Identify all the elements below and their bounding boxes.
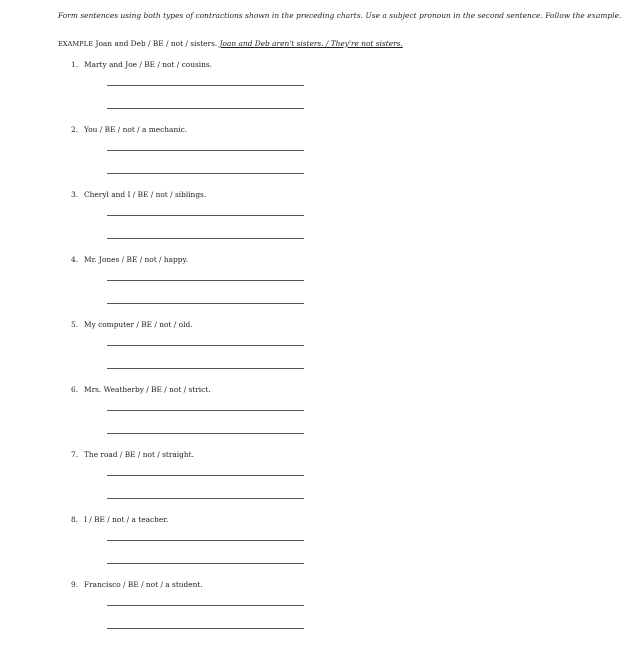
exercise-number: 1.: [71, 60, 79, 69]
exercise-item: [71, 385, 371, 445]
exercise-number: 5.: [71, 320, 79, 329]
exercise-number: 4.: [71, 255, 79, 264]
answer-line[interactable]: [107, 368, 304, 369]
answer-line[interactable]: [107, 628, 304, 629]
exercise-item: [71, 255, 371, 315]
exercise-number: 7.: [71, 450, 79, 459]
exercise-prompt: [71, 125, 187, 134]
answer-line[interactable]: [107, 85, 304, 86]
answer-line[interactable]: [107, 540, 304, 541]
answer-line[interactable]: [107, 345, 304, 346]
answer-line[interactable]: [107, 605, 304, 606]
exercise-item: [71, 580, 371, 640]
exercise-prompt: [71, 255, 188, 264]
exercise-text: Cheryl and I / BE / not / siblings.: [84, 190, 207, 199]
example-prompt: Joan and Deb / BE / not / sisters.: [95, 39, 218, 48]
exercise-item: [71, 450, 371, 510]
exercise-text: Francisco / BE / not / a student.: [84, 580, 203, 589]
answer-line[interactable]: [107, 303, 304, 304]
answer-line[interactable]: [107, 108, 304, 109]
exercise-prompt: [71, 450, 194, 459]
answer-line[interactable]: [107, 173, 304, 174]
exercise-number: 6.: [71, 385, 79, 394]
exercise-number: 8.: [71, 515, 79, 524]
exercise-prompt: [71, 320, 193, 329]
answer-line[interactable]: [107, 150, 304, 151]
exercise-text: My computer / BE / not / old.: [84, 320, 193, 329]
exercise-prompt: [71, 60, 212, 69]
exercise-prompt: [71, 580, 203, 589]
exercise-text: Marty and Joe / BE / not / cousins.: [84, 60, 213, 69]
exercise-text: Mrs. Weatherby / BE / not / strict.: [84, 385, 211, 394]
answer-line[interactable]: [107, 498, 304, 499]
example-answer: Joan and Deb aren't sisters. / They're not sisters.: [219, 39, 403, 48]
exercise-prompt: [71, 385, 211, 394]
answer-line[interactable]: [107, 238, 304, 239]
exercise-number: 9.: [71, 580, 79, 589]
answer-line[interactable]: [107, 280, 304, 281]
answer-line[interactable]: [107, 563, 304, 564]
example-tag: EXAMPLE: [58, 40, 94, 48]
exercise-text: You / BE / not / a mechanic.: [84, 125, 188, 134]
answer-line[interactable]: [107, 410, 304, 411]
exercise-number: 3.: [71, 190, 79, 199]
answer-line[interactable]: [107, 475, 304, 476]
answer-line[interactable]: [107, 433, 304, 434]
exercise-item: [71, 320, 371, 380]
exercise-text: Mr. Jones / BE / not / happy.: [84, 255, 189, 264]
exercise-item: [71, 515, 371, 575]
exercise-prompt: [71, 190, 206, 199]
exercise-text: The road / BE / not / straight.: [84, 450, 194, 459]
exercise-number: 2.: [71, 125, 79, 134]
exercise-item: [71, 190, 371, 250]
exercise-prompt: [71, 515, 168, 524]
answer-line[interactable]: [107, 215, 304, 216]
exercise-item: [71, 125, 371, 185]
instructions: Form sentences using both types of contractions shown in the preceding charts. Use a subject pronoun in the second sentence. Follow the example.: [58, 11, 622, 20]
exercise-item: [71, 60, 371, 120]
exercise-text: I / BE / not / a teacher.: [84, 515, 169, 524]
